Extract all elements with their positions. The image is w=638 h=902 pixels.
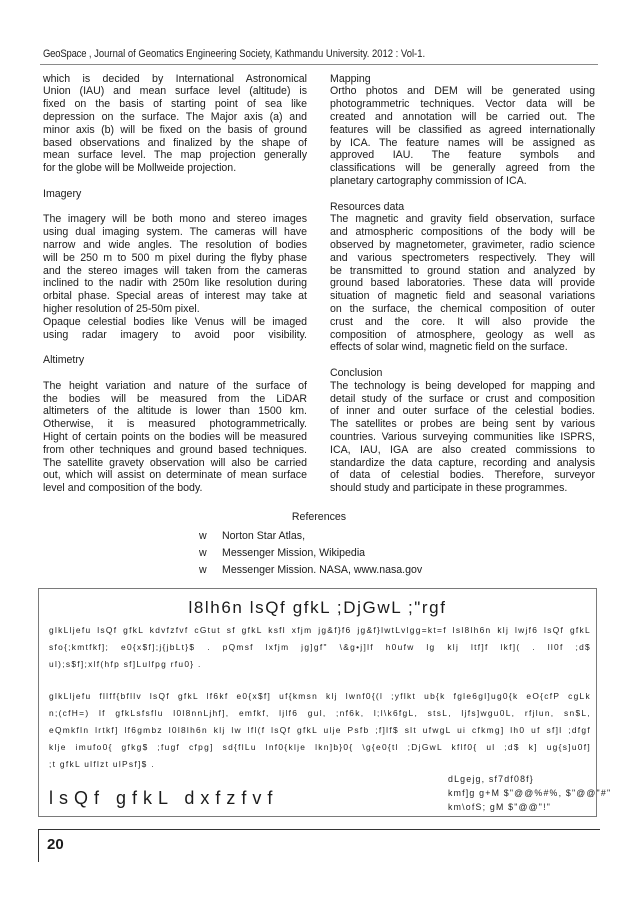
text-line: observed by magnetometer, gravimeter, radio science: [330, 238, 595, 251]
notice-address: [448, 772, 612, 814]
page-footer: [38, 829, 600, 862]
notice-paragraph: [49, 622, 591, 673]
bullet-icon: w: [199, 564, 207, 576]
reference-text: Norton Star Atlas,: [222, 530, 306, 542]
text-line: situation of magnetic field and seasonal variations: [330, 290, 595, 303]
text-line: Opaque celestial bodies like Venus will be imaged: [43, 315, 307, 328]
text-line: will be 250 m to 500 m pixel during the flyby phase: [43, 251, 307, 264]
notice-line: glkLljefu fllff{bfllv lsQf gfkL lf6kf e0{x$f] uf{kmsn klj lwnf0{(l ;yflkt ub{k fgle6gl]ug0{k eO{cfP cgLk: [49, 690, 591, 701]
notice-paragraph: [49, 688, 591, 773]
text-line: by ICA. The feature names will be assigned as: [330, 136, 595, 149]
page-number: 20: [47, 836, 64, 853]
text-line: standardize the data capture, recording and analysis: [330, 456, 595, 469]
paragraph: [43, 73, 307, 175]
text-line: effects of solar wind, magnetic field on the surface.: [330, 341, 568, 354]
text-line: The satellites or probes are being sent by various: [330, 418, 595, 431]
notice-box: [38, 588, 612, 817]
text-line: Hight of certain points on the bodies will be measured: [43, 430, 307, 443]
reference-text: Messenger Mission. NASA, www.nasa.gov: [222, 564, 423, 576]
text-line: narrow and wide angles. The resolution of bodies: [43, 238, 307, 251]
text-line: fixed on the basis of starting point of sea like: [43, 98, 307, 111]
phone-line: kmf]g g+M $"@@%#%, $"@@"#": [448, 788, 612, 798]
text-line: should study and participate in these programmes.: [330, 482, 568, 495]
reference-item: [199, 528, 422, 545]
journal-name: GeoSpace: [43, 48, 87, 60]
text-line: and atmospheric compositions of the body will be: [330, 226, 595, 239]
notice-line: sfo{;kmtfkf]; e0{x$f];j{jbLt}$ . pQmsf lxfjm jg]gf" \&g•j]lf h0ufw lg klj ltf]f lkf]( . ll0f ;d$: [49, 641, 591, 652]
references-heading: References: [291, 511, 347, 523]
text-line: of data of celestial bodies. Therefore, surveyor: [330, 469, 595, 482]
paragraph: [330, 213, 595, 354]
header-divider: [40, 64, 598, 65]
text-line: the bodies will be measured from the LiDAR: [43, 392, 307, 405]
text-line: minor axis (b) will be fixed on the basis of ground: [43, 123, 307, 136]
text-line: crust and the core. It will also provide the: [330, 315, 595, 328]
text-line: composition of atmosphere, geology as well as: [330, 328, 595, 341]
text-line: Ortho photos and DEM will be generated using: [330, 85, 595, 98]
paragraph: [43, 380, 307, 495]
fax-line: km\ofS; gM $"@@"!": [448, 802, 552, 812]
text-line: features will be classified as agreed internationally: [330, 123, 595, 136]
notice-office-name: lsQf gfkL dxfzfvf: [49, 788, 279, 808]
section-heading-altimetry: Altimetry: [43, 354, 85, 367]
bullet-icon: w: [199, 530, 207, 542]
text-line: orbital phase. Special areas of interest may take at: [43, 290, 307, 303]
text-line: The height variation and nature of the surface of: [43, 379, 307, 392]
text-line: altimeters of the altitude is lower than 1500 km.: [43, 405, 307, 418]
text-line: classifications will be generally agreed from the: [330, 162, 595, 175]
text-line: ICA, IAU, IGA are also created commissions to: [330, 443, 595, 456]
paragraph: [43, 213, 307, 315]
text-line: Otherwise, it is measured photogrammetrically.: [43, 418, 307, 431]
section-heading-resources: Resources data: [330, 200, 405, 213]
section-heading-mapping: Mapping: [330, 72, 371, 85]
text-line: The technology is being developed for mapping and: [330, 379, 595, 392]
notice-line: n;(cfH=) lf gfkLsfsflu l0l8nnLjhf], emfkf, ljlf6 gul, ;nf6k, l;l\k6fgL, stsL, ljfs]wgu0L, rfjlun, sn$L,: [49, 707, 591, 718]
reference-item: [199, 545, 422, 562]
text-line: photogrammetric techniques. Vector data will be: [330, 98, 595, 111]
text-line: for the globe will be Mollweide projection.: [43, 162, 237, 175]
notice-title: l8lh6n lsQf gfkL ;DjGwL ;"rgf: [188, 598, 447, 617]
notice-line: glkLljefu lsQf gfkL kdvfzfvf cGtut sf gfkL ksfl xfjm jg&f}f6 jg&f}lwtLvlgg=kt=f lsl8lh6n klj lwjf6 lsQf gfkL: [49, 624, 591, 635]
text-line: planetary cartography commission of ICA.: [330, 174, 527, 187]
text-line: approved IAU. The feature symbols and: [330, 149, 595, 162]
text-line: from other techniques and ground based techniques.: [43, 443, 307, 456]
notice-line: ;t gfkL ulflzt ulPsf]$ .: [49, 758, 155, 769]
text-line: of inner and outer surface of the celestial bodies.: [330, 405, 595, 418]
text-line: based observations and finalized by the shape of: [43, 136, 307, 149]
reference-text: Messenger Mission, Wikipedia: [222, 547, 366, 559]
running-header: [43, 48, 425, 61]
bullet-icon: w: [199, 547, 207, 559]
text-line: be transmitted to ground station and analyzed by: [330, 264, 595, 277]
text-line: and various spectrometers respectively. They will: [330, 251, 595, 264]
paragraph: [330, 380, 595, 495]
text-line: created and annotation will be carried out. The: [330, 110, 595, 123]
text-line: Union (IAU) and mean surface level (altitude) is: [43, 85, 307, 98]
notice-line: eQmkfln lrtkf] lf6gmbz l0l8lh6n klj lw lfl(f lsQf gfkL ulje Psfb ;f]lf$ slt ufwgL ui cfkmg] lh0 uf sf]l ;dfgf: [49, 724, 591, 735]
text-line: ground based laboratories. These data will provide: [330, 277, 595, 290]
address-line: dLgejg, sf7df08f}: [448, 774, 534, 784]
journal-citation: , Journal of Geomatics Engineering Society, Kathmandu University. 2012 : Vol-1.: [88, 48, 426, 60]
text-line: and the stereo images will taken from the cameras: [43, 264, 307, 277]
notice-line: ul);s$f];xlf(hfp sf]Lulfpg rfu0} .: [49, 658, 202, 669]
section-heading-imagery: Imagery: [43, 187, 82, 200]
text-line: depression on the surface. The Major axis (a) and: [43, 110, 307, 123]
notice-line: klje imufo0{ gfkg$ ;fugf cfpg] sd{flLu lnf0{klje lkn]b}0{ \g{e0{tl ;DjGwL kflf0{ ul ;d$ k] ug{s]u0f]: [49, 741, 591, 752]
paragraph: [43, 316, 307, 342]
reference-item: [199, 562, 422, 579]
text-line: using radar imagery to avoid poor visibility.: [43, 328, 307, 341]
text-line: level and composition of the body.: [43, 482, 203, 495]
text-line: using dual imaging system. The cameras will have: [43, 226, 307, 239]
text-line: which is decided by International Astronomical: [43, 72, 307, 85]
left-column: [43, 73, 307, 495]
text-line: countries. Various surveying communities like ISPRS,: [330, 430, 595, 443]
references-list: [199, 528, 422, 579]
section-heading-conclusion: Conclusion: [330, 366, 383, 379]
text-line: detail study of the surface or crust and composition: [330, 392, 595, 405]
paragraph: [330, 85, 595, 187]
text-line: The satellite gravety observation will also be carried: [43, 456, 307, 469]
text-line: out, which will assist on determinate of mean surface: [43, 469, 307, 482]
text-line: inclined to the nadir with 250m like resolution during: [43, 277, 307, 290]
text-line: higher resolution of 25-50m pixel.: [43, 302, 200, 315]
text-line: on the surface, the chemical composition of outer: [330, 302, 595, 315]
text-line: The imagery will be both mono and stereo images: [43, 213, 307, 226]
right-column: [330, 73, 595, 495]
text-line: The magnetic and gravity field observation, surface: [330, 213, 595, 226]
text-line: mean surface level. The map projection generally: [43, 149, 307, 162]
